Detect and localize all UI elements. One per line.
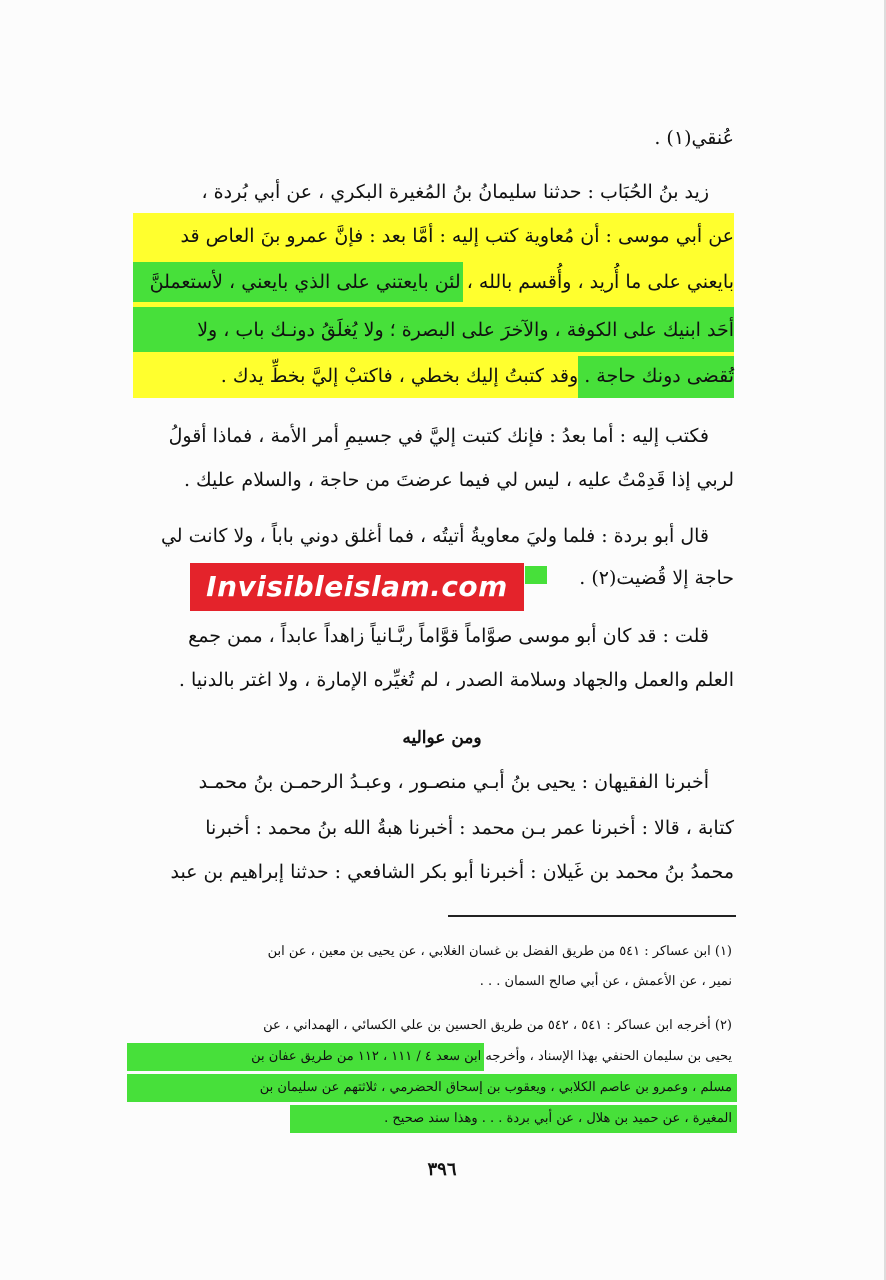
footnote-2-line-1: (٢) أخرجه ابن عساكر : ٥٤١ ، ٥٤٢ من طريق الحسين بن علي الكسائي ، الهمداني ، عن [263,1018,732,1033]
body-line-8: لربي إذا قَدِمْتُ عليه ، ليس لي فيما عرضتَ من حاجة ، والسلام عليك . [183,469,734,491]
body-line-1: عُنقي(١) . [654,127,734,149]
body-line-15: محمدُ بنُ محمد بن غَيلان : أخبرنا أبو بكر الشافعي : حدثنا إبراهيم بن عبد [170,861,734,883]
footnote-2-line-4: المغيرة ، عن حميد بن هلال ، عن أبي بردة . . . وهذا سند صحيح . [384,1111,732,1126]
body-line-9: قال أبو بردة : فلما وليَ معاويةُ أتيتُه ، فما أغلق دوني باباً ، ولا كانت لي [160,525,709,547]
body-line-3: عن أبي موسى : أن مُعاوية كتب إليه : أمَّا بعد : فإنَّ عمرو بنَ العاص قد [180,225,734,247]
body-line-4: بايعني على ما أُريد ، وأُقسم بالله ، لئن بايعتني على الذي بايعني ، لأستعملنَّ [149,271,734,293]
footnote-2-line-3: مسلم ، وعمرو بن عاصم الكلابي ، ويعقوب بن إسحاق الحضرمي ، ثلاثتهم عن سليمان بن [259,1080,732,1095]
body-line-14: كتابة ، قالا : أخبرنا عمر بـن محمد : أخبرنا هبةُ الله بنُ محمد : أخبرنا [205,817,734,839]
footnote-1-line-1: (١) ابن عساكر : ٥٤١ من طريق الفضل بن غسان الغلابي ، عن يحيى بن معين ، عن ابن [267,944,732,959]
body-line-12: العلم والعمل والجهاد وسلامة الصدر ، لم تُغيِّره الإمارة ، ولا اغتر بالدنيا . [178,669,734,691]
body-line-11: قلت : قد كان أبو موسى صوَّاماً قوَّاماً ربَّـانياً زاهداً عابداً ، ممن جمع [188,625,709,647]
footnote-divider [448,915,736,917]
footnote-2-line-2: يحيى بن سليمان الحنفي بهذا الإسناد ، وأخرجه ابن سعد ٤ / ١١١ ، ١١٢ من طريق عفان بن [251,1049,732,1064]
body-line-13: أخبرنا الفقيهان : يحيى بنُ أبـي منصـور ، وعبـدُ الرحمـن بنُ محمـد [198,771,709,793]
section-heading: ومن عواليه [402,728,482,748]
body-line-10: حاجة إلا قُضيت(٢) . [579,567,734,589]
watermark-banner: Invisibleislam.com [190,563,524,611]
page-number: ٣٩٦ [427,1159,457,1180]
body-line-6: تُقضى دونك حاجة . وقد كتبتُ إليك بخطي ، فاكتبْ إليَّ بخطِّ يدك . [220,365,734,387]
body-line-7: فكتب إليه : أما بعدُ : فإنك كتبت إليَّ في جسيمِ أمر الأمة ، فماذا أقولُ [168,425,709,447]
body-line-2: زيد بنُ الحُبَاب : حدثنا سليمانُ بنُ المُغيرة البكري ، عن أبي بُردة ، [201,181,709,203]
body-line-5: أحَد ابنيك على الكوفة ، والآخرَ على البصرة ؛ ولا يُغلَقُ دونـك باب ، ولا [197,319,734,341]
footnote-1-line-2: نمير ، عن الأعمش ، عن أبي صالح السمان . . . [479,974,732,989]
